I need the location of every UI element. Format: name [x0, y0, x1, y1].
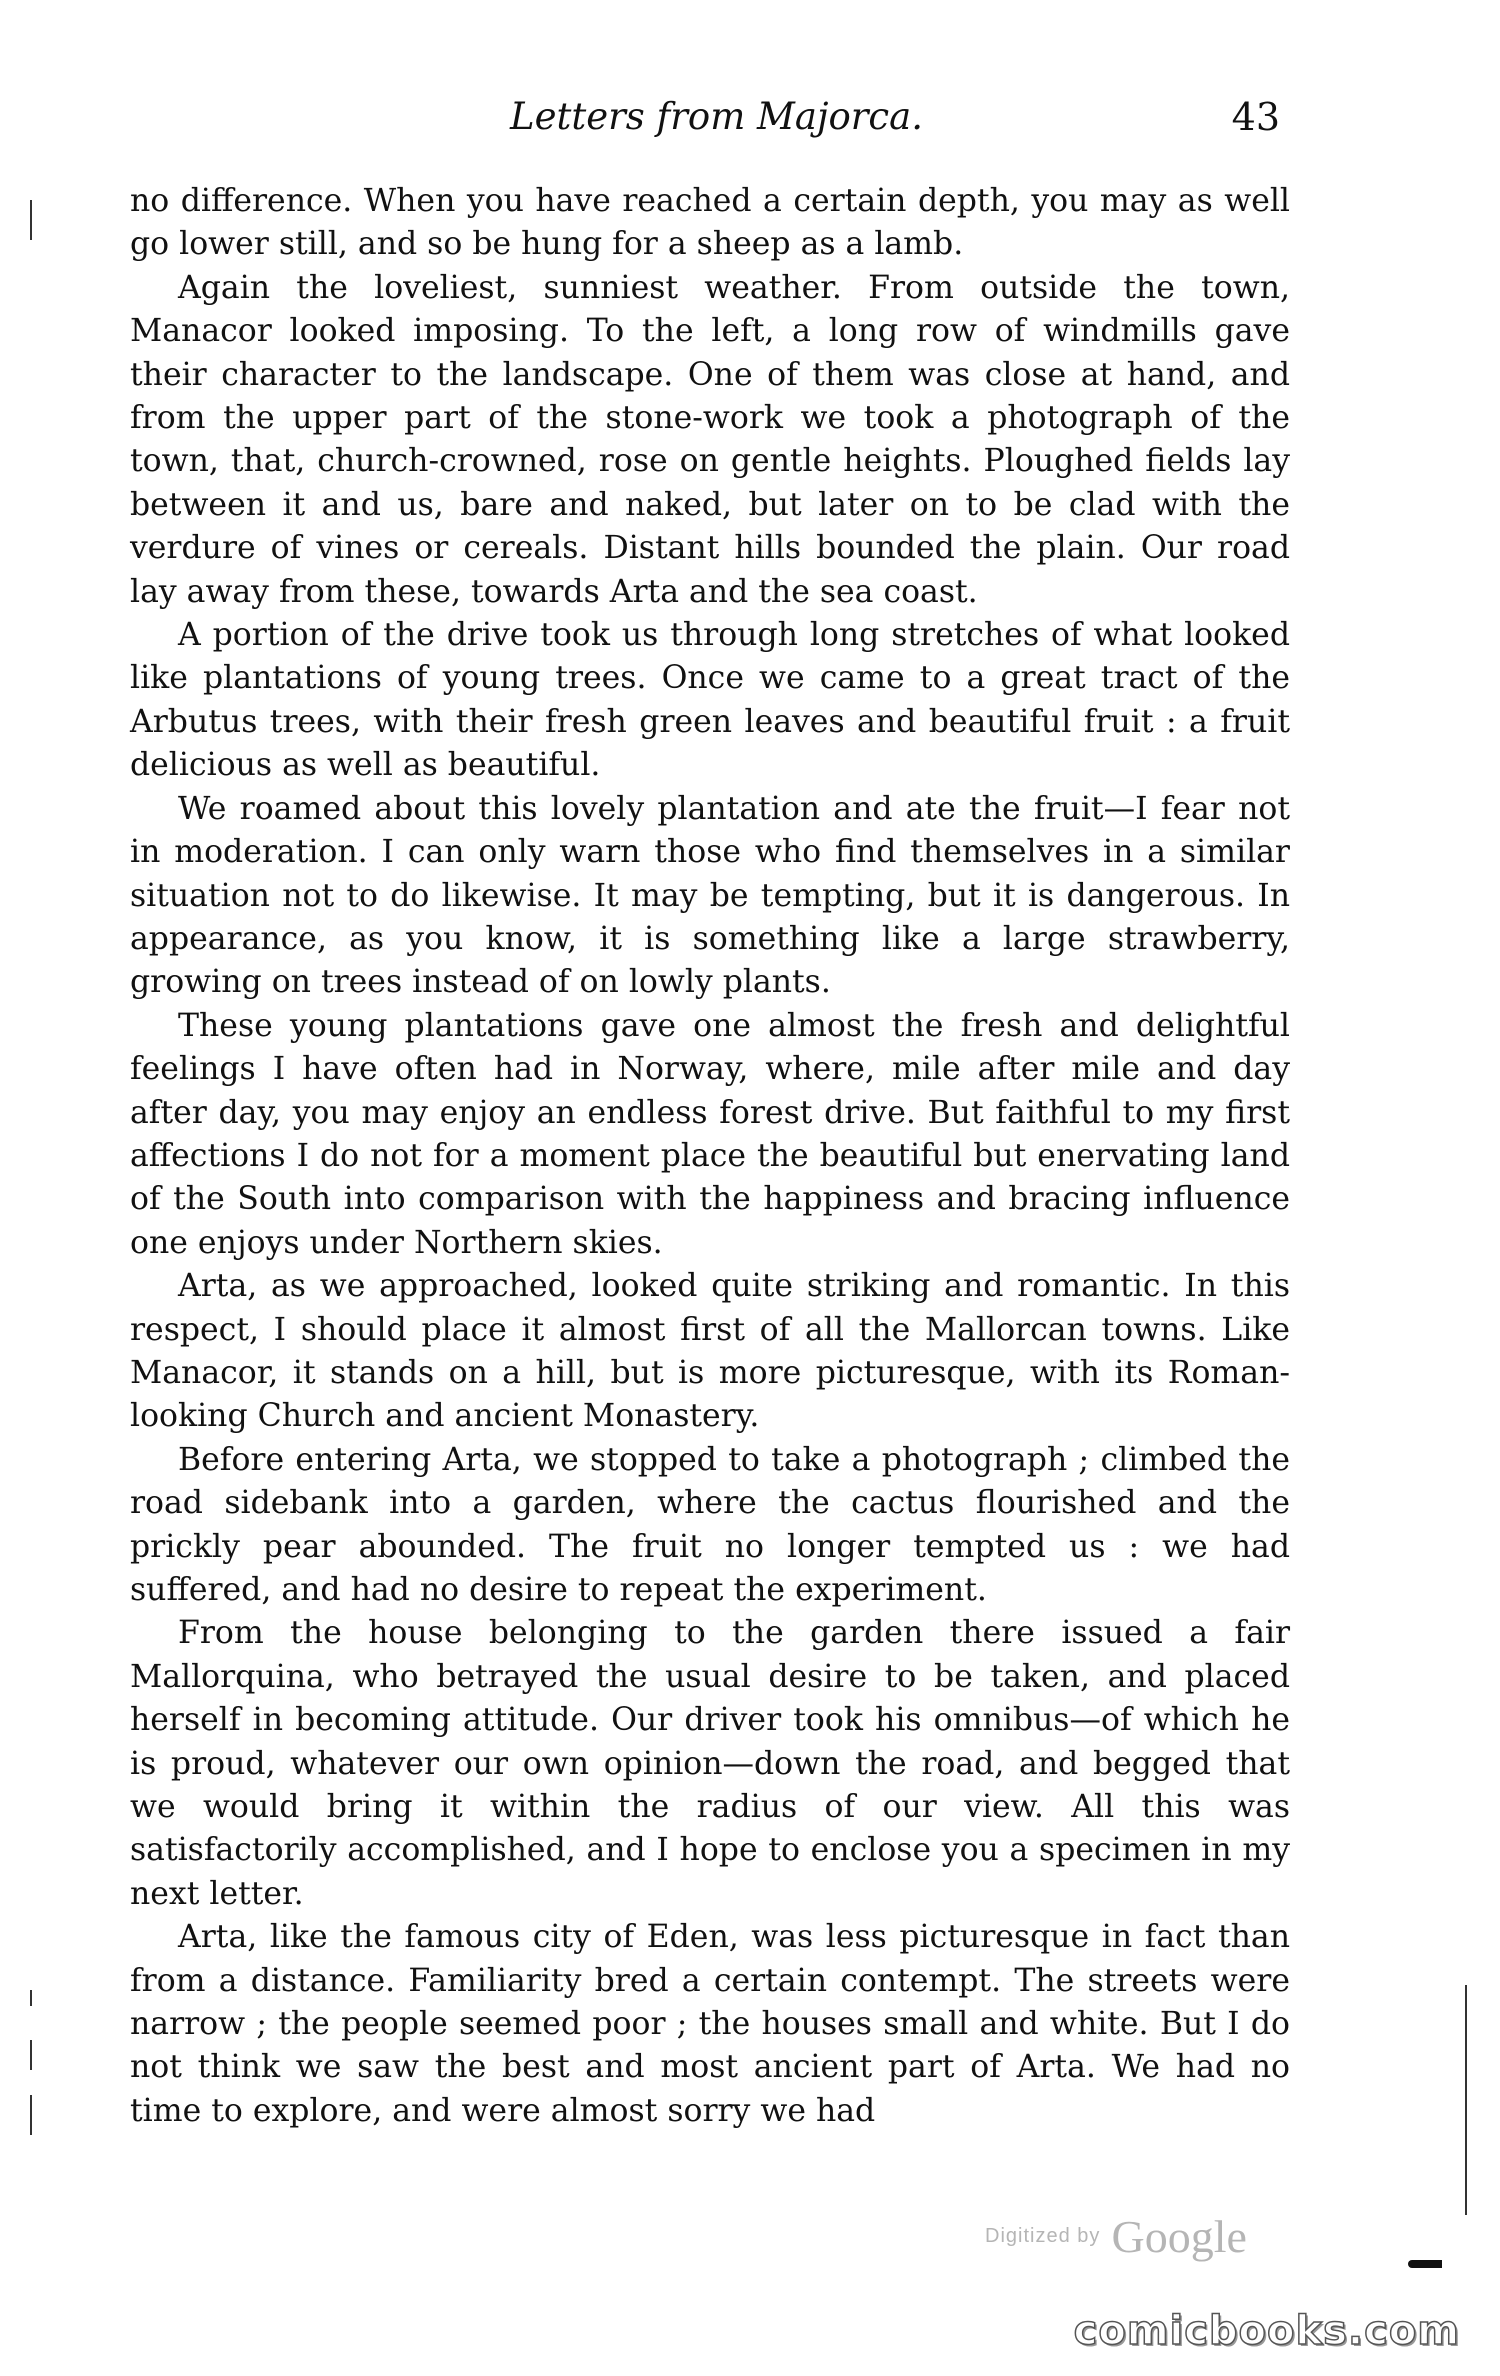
left-edge-mark — [30, 2040, 32, 2070]
paragraph: We roamed about this lovely plantation and ate the fruit—I fear not in moderation. I can only warn those who find themselves in a similar situation not to do likewise. It may be tempting, but it is dangerous. In appearance, as you know, it is something like a large strawberry, growing on trees instead of on lowly plants. — [130, 790, 1290, 1001]
paragraph: Before entering Arta, we stopped to take a photograph ; climbed the road sidebank into a garden, where the cactus flourished and the prickly pear abounded. The fruit no longer tempted us : we had suffered, and had no desire to repeat the experiment. — [130, 1441, 1290, 1608]
paragraph: no difference. When you have reached a certain depth, you may as well go lower still, and so be hung for a sheep as a lamb. — [130, 183, 1290, 263]
body-text — [130, 180, 1290, 2133]
corner-mark — [1408, 2260, 1442, 2268]
page-header — [130, 92, 1280, 152]
digitized-watermark — [985, 2210, 1247, 2263]
left-edge-mark — [30, 2095, 32, 2135]
paragraph: Arta, like the famous city of Eden, was less picturesque in fact than from a distance. Familiarity bred a certain contempt. The streets were narrow ; the people seemed poor ; the houses small and white. But I do not think we saw the best and most ancient part of Arta. We had no time to explore, and were almost sorry we had — [130, 1919, 1290, 2129]
watermark-prefix: Digitized by — [985, 2225, 1101, 2247]
paragraph: Again the loveliest, sunniest weather. From outside the town, Manacor looked imposing. To the left, a long row of windmills gave their character to the landscape. One of them was close at hand, and from the upper part of the stone-work we took a photograph of the town, that, church-crowned, rose on gentle heights. Ploughed fields lay between it and us, bare and naked, but later on to be clad with the verdure of vines or cereals. Distant hills bounded the plain. Our road lay away from these, towards Arta and the sea coast. — [130, 269, 1290, 610]
watermark-brand: Google — [1111, 2211, 1247, 2262]
running-title: Letters from Majorca. — [510, 95, 923, 138]
paragraph: These young plantations gave one almost the fresh and delightful feelings I have often had in Norway, where, mile after mile and day after day, you may enjoy an endless forest drive. But faithful to my first affections I do not for a moment place the beautiful but enervating land of the South into comparison with the happiness and bracing influence one enjoys under Northern skies. — [130, 1007, 1290, 1261]
right-edge-mark — [1465, 1985, 1467, 2215]
left-edge-mark — [30, 1990, 32, 2006]
paragraph: From the house belonging to the garden there issued a fair Mallorquina, who betrayed the usual desire to be taken, and placed herself in becoming attitude. Our driver took his omnibus—of which he is proud, whatever our own opinion—down the road, and begged that we would bring it within the radius of our view. All this was satisfactorily accomplished, and I hope to enclose you a specimen in my next letter. — [130, 1615, 1290, 1912]
paragraph: A portion of the drive took us through long stretches of what looked like plantations of young trees. Once we came to a great tract of the Arbutus trees, with their fresh green leaves and beautiful fruit : a fruit delicious as well as beautiful. — [130, 617, 1290, 784]
page-number: 43 — [1231, 95, 1280, 139]
left-edge-mark — [30, 200, 32, 240]
paragraph: Arta, as we approached, looked quite striking and romantic. In this respect, I should place it almost first of all the Mallorcan towns. Like Manacor, it stands on a hill, but is more picturesque, with its Roman-looking Church and ancient Monastery. — [130, 1268, 1290, 1435]
site-watermark: comicbooks.com — [1073, 2308, 1460, 2354]
